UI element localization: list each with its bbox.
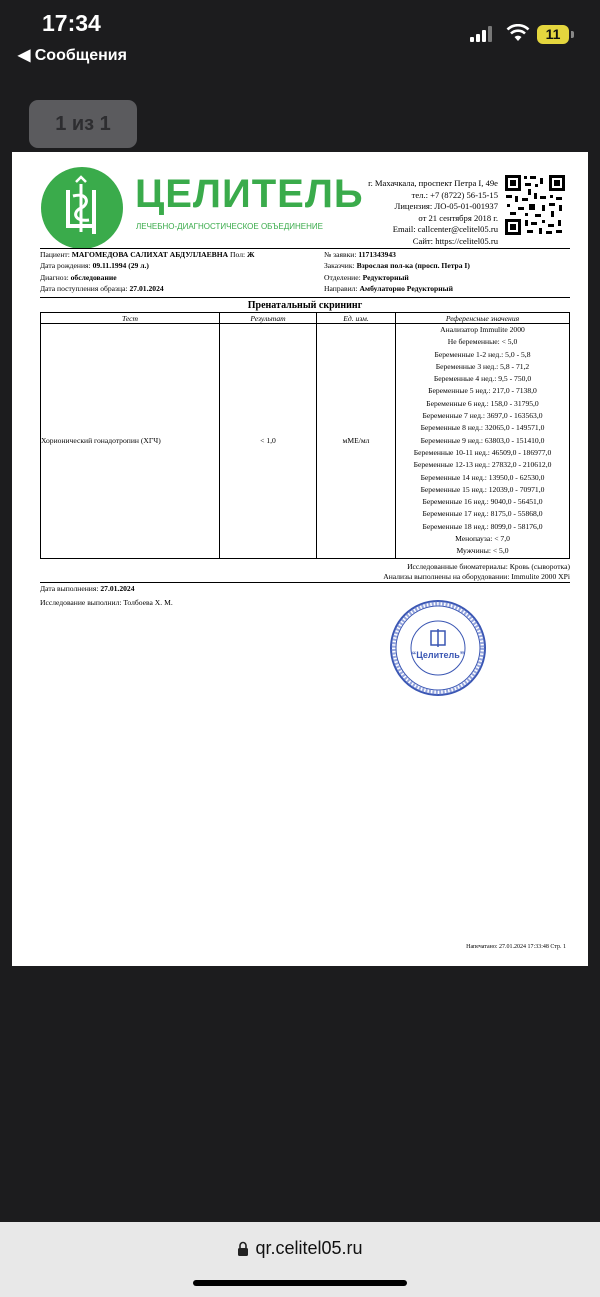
reference-item: Беременные 4 нед.: 9,5 - 750,0 <box>433 374 532 384</box>
reference-item: Беременные 12-13 нед.: 27832,0 - 210612,0 <box>413 460 552 470</box>
column-unit: Ед. изм. <box>317 313 396 324</box>
referrer: Амбулаторно Редукторный <box>359 284 453 293</box>
test-unit: мМЕ/мл <box>317 324 396 559</box>
clinic-subbrand: ЛЕЧЕБНО-ДИАГНОСТИЧЕСКОЕ ОБЪЕДИНЕНИЕ <box>136 222 323 231</box>
test-result: < 1,0 <box>220 324 317 559</box>
department-line: Отделение: Редукторный <box>324 273 409 282</box>
reference-item: Беременные 1-2 нед.: 5,0 - 5,8 <box>434 349 531 359</box>
patient-sex: Ж <box>247 250 255 259</box>
battery-icon: 11 <box>537 25 569 44</box>
patient-diagnosis-line: Диагноз: обследование <box>40 273 117 282</box>
clinic-logo-icon <box>40 166 124 250</box>
clock: 17:34 <box>42 10 101 36</box>
reference-item: Беременные 10-11 нед.: 46509,0 - 186977,0 <box>413 447 552 457</box>
referrer-line: Направил: Амбулаторно Редукторный <box>324 284 453 293</box>
document-page <box>12 152 588 966</box>
order-number: 1171343943 <box>358 250 396 259</box>
status-bar <box>0 0 600 70</box>
customer: Взрослая пол-ка (просп. Петра I) <box>356 261 470 270</box>
contact-license: Лицензия: ЛО-05-01-001937 <box>394 201 498 211</box>
clinic-contacts <box>368 178 498 247</box>
wifi-icon <box>506 24 530 42</box>
clinic-brand: ЦЕЛИТЕЛЬ <box>135 172 364 216</box>
lock-icon <box>237 1241 249 1256</box>
biomaterial-note: Исследованные биоматериалы: Кровь (сыворотка) <box>407 562 570 571</box>
reference-item: Беременные 18 нед.: 8099,0 - 58176,0 <box>422 521 543 531</box>
column-test: Тест <box>41 313 220 324</box>
column-result: Результат <box>220 313 317 324</box>
page-indicator: 1 из 1 <box>29 100 137 148</box>
patient-dob-line: Дата рождения: 09.11.1994 (29 л.) <box>40 261 149 270</box>
reference-item: Мужчины: < 5,0 <box>456 546 509 556</box>
customer-line: Заказчик: Взрослая пол-ка (просп. Петра I) <box>324 261 470 270</box>
report-title: Пренатальный скрининг <box>247 300 363 311</box>
signal-icon <box>470 26 496 42</box>
performer: Исследование выполнил: Толбоева Х. М. <box>40 598 173 607</box>
patient-dob: 09.11.1994 (29 л.) <box>92 261 149 270</box>
results-table <box>40 312 570 559</box>
reference-item: Беременные 8 нед.: 32065,0 - 149571,0 <box>420 423 545 433</box>
reference-item: Беременные 16 нед.: 9040,0 - 56451,0 <box>422 497 543 507</box>
reference-item: Беременные 5 нед.: 217,0 - 7138,0 <box>428 386 537 396</box>
column-reference: Референсные значения <box>396 313 570 324</box>
reference-item: Беременные 14 нед.: 13950,0 - 62530,0 <box>420 472 545 482</box>
reference-item: Беременные 9 нед.: 63803,0 - 151410,0 <box>420 435 545 445</box>
reference-item: Анализатор Immulite 2000 <box>440 325 525 334</box>
contact-address: г. Махачкала, проспект Петра I, 49е <box>368 178 498 188</box>
table-header-row <box>41 313 570 324</box>
patient-name: МАГОМЕДОВА САЛИХАТ АБДУЛЛАЕВНА <box>71 250 229 259</box>
stamp-text: “Целитель” <box>411 650 465 660</box>
contact-license-date: от 21 сентября 2018 г. <box>418 212 498 223</box>
contact-phone: тел.: +7 (8722) 56-15-15 <box>411 189 498 200</box>
order-number-line: № заявки: 1171343943 <box>324 250 396 259</box>
sample-date-line: Дата поступления образца: 27.01.2024 <box>40 284 164 293</box>
patient-diagnosis: обследование <box>70 273 117 282</box>
contact-site: Сайт: https://celitel05.ru <box>412 235 498 246</box>
qr-code-icon <box>504 174 566 236</box>
home-indicator[interactable] <box>193 1280 407 1286</box>
url-display[interactable] <box>0 1238 600 1259</box>
table-row <box>41 324 570 559</box>
patient-name-line: Пациент: МАГОМЕДОВА САЛИХАТ АБДУЛЛАЕВНА Пол: Ж <box>40 250 255 259</box>
reference-values <box>396 324 570 559</box>
equipment-note: Анализы выполнены на оборудовании: Immulite 2000 XPi <box>383 572 570 581</box>
reference-item: Беременные 15 нед.: 12039,0 - 70971,0 <box>420 484 545 494</box>
reference-item: Беременные 6 нед.: 158,0 - 31795,0 <box>426 398 539 408</box>
browser-address-bar[interactable] <box>0 1222 600 1297</box>
clinic-stamp <box>388 598 488 698</box>
sample-date: 27.01.2024 <box>129 284 164 293</box>
reference-item: Беременные 7 нед.: 3697,0 - 163563,0 <box>422 411 543 421</box>
url-text: qr.celitel05.ru <box>255 1238 363 1258</box>
info-divider <box>40 297 570 298</box>
completion-date-line: Дата выполнения: 27.01.2024 <box>40 584 135 593</box>
reference-item: Беременные 3 нед.: 5,8 - 71,2 <box>435 361 530 371</box>
department: Редукторный <box>362 273 409 282</box>
reference-item: Беременные 17 нед.: 8175,0 - 55868,0 <box>422 509 543 519</box>
test-name: Хорионический гонадотропин (ХГЧ) <box>41 324 220 559</box>
completion-date: 27.01.2024 <box>100 584 135 593</box>
reference-item: Не беременные: < 5,0 <box>447 337 518 347</box>
printed-timestamp: Напечатано: 27.01.2024 17:33:48 Стр. 1 <box>466 944 566 950</box>
reference-item: Менопауза: < 7,0 <box>455 534 510 544</box>
contact-email: Email: callcenter@celitel05.ru <box>392 224 498 234</box>
back-to-messages-link[interactable]: ◀ Сообщения <box>18 47 127 64</box>
